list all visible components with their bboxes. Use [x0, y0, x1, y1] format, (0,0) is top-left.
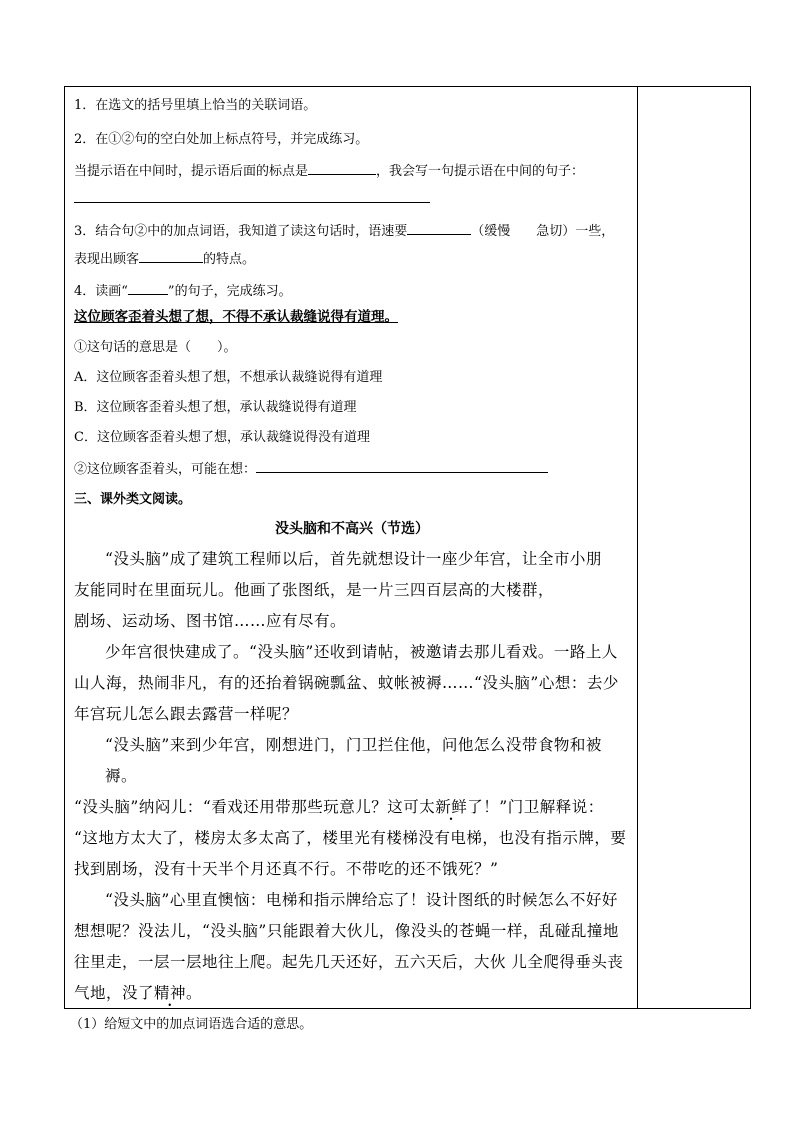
- story-line: 找到剧场，没有十天半个月还真不行。不带吃的还不饿死？”: [74, 860, 499, 878]
- story-line: 友能同时在里面玩儿。他画了张图纸，是一片三四百层高的大楼群，: [74, 581, 555, 599]
- story-line: “没头脑”心里直懊恼：电梯和指示牌给忘了！设计图纸的时候怎么不好好: [105, 891, 618, 909]
- question-4-text-b: ”的句子，完成练习。: [167, 284, 292, 299]
- question-2-sub-text-b: ，我会写一句提示语在中间的句子：: [376, 164, 585, 179]
- question-2-sub-text-a: 当提示语在中间时，提示语后面的标点是: [74, 164, 309, 179]
- story-line: 想想呢？没法儿，“没头脑”只能跟着大伙儿，像没头的苍蝇一样，乱碰乱撞地: [74, 922, 619, 940]
- story-line: 少年宫很快建成了。“没头脑”还收到请帖，被邀请去那儿看戏。一路上人: [105, 643, 618, 661]
- worksheet-content: [70, 98, 630, 1032]
- option-b[interactable]: B．这位顾客歪着头想了想，承认裁缝说得有道理: [74, 400, 357, 415]
- story-line: [74, 978, 630, 1009]
- question-4-sentence: [74, 310, 630, 340]
- question-4: [74, 282, 630, 310]
- question-4-1: ①这句话的意思是（ ）。: [74, 340, 237, 355]
- underline-sample: [128, 282, 168, 295]
- story-line: “这地方太大了，楼房太多太高了，楼里光有楼梯没有电梯，也没有指示牌，要: [74, 829, 627, 847]
- story-line: [74, 792, 630, 823]
- story-line: 剧场、运动场、图书馆……应有尽有。: [74, 612, 347, 630]
- question-3-line-2: [74, 250, 630, 282]
- story-line: 山人海，热闹非凡，有的还抬着锅碗瓢盆、蚊帐被褥……“没头脑”心想：去少: [74, 674, 619, 692]
- sub-question-1: （1）给短文中的加点词语选合适的意思。: [70, 1017, 313, 1032]
- story-line: 往里走，一层一层地往上爬。起先几天还好，五六天后，大伙 儿全爬得垂头丧: [74, 953, 624, 971]
- question-3-text-d: 的特点。: [203, 252, 256, 267]
- story-line: “没头脑”成了建筑工程师以后，首先就想设计一座少年宫，让全市小朋: [105, 550, 602, 568]
- answer-line-row: [74, 190, 630, 222]
- option-a[interactable]: A．这位顾客歪着头想了想，不想承认裁缝说得有道理: [74, 370, 383, 385]
- question-4-2-text: ②这位顾客歪着头，可能在想：: [74, 462, 257, 477]
- story-line: 年宫玩儿怎么跟去露营一样呢？: [74, 705, 299, 723]
- dotted-word-jingshen: 精神: [154, 984, 187, 1002]
- punctuation-blank[interactable]: [308, 162, 376, 175]
- sentence-answer-line[interactable]: [74, 202, 430, 203]
- question-2: 2．在①②句的空白处加上标点符号，并完成练习。: [74, 132, 369, 147]
- story-line: “没头脑”来到少年宫，刚想进门，门卫拦住他，问他怎么没带食物和被褥。: [105, 736, 602, 785]
- dotted-word-xinxian: 新鲜: [435, 798, 468, 816]
- underlined-sentence: 这位顾客歪着头想了想，不得不承认裁缝说得有道理。: [74, 309, 398, 325]
- question-3-text-b: （缓慢 急切）一些，: [471, 224, 615, 239]
- question-1: 1．在选文的括号里填上恰当的关联词语。: [74, 98, 317, 113]
- story-fragment: 了！”门卫解释说：: [467, 798, 604, 816]
- question-4-2: [74, 460, 630, 488]
- option-c[interactable]: C．这位顾客歪着头想了想，承认裁缝说得没有道理: [74, 430, 370, 445]
- question-3-text-a: 3．结合句②中的加点词语，我知道了读这句话时，语速要: [74, 224, 408, 239]
- story-text: [74, 544, 630, 1009]
- thought-blank[interactable]: [256, 460, 548, 473]
- story-fragment: “没头脑”纳闷儿：“看戏还用带那些玩意儿？这可太: [74, 798, 436, 816]
- question-2-sub: [74, 162, 630, 190]
- story-fragment: 气地，没了: [74, 984, 155, 1002]
- margin-column-divider: [637, 86, 638, 1009]
- speed-blank[interactable]: [407, 222, 471, 235]
- question-4-text-a: 4．读画“: [74, 284, 128, 299]
- story-title: 没头脑和不高兴（节选）: [275, 521, 429, 537]
- question-3-text-c: 表现出顾客: [74, 252, 140, 267]
- story-fragment: 。: [186, 984, 203, 1002]
- trait-blank[interactable]: [139, 250, 203, 263]
- question-3: [74, 222, 630, 250]
- section-3-heading: 三、课外类文阅读。: [74, 492, 192, 507]
